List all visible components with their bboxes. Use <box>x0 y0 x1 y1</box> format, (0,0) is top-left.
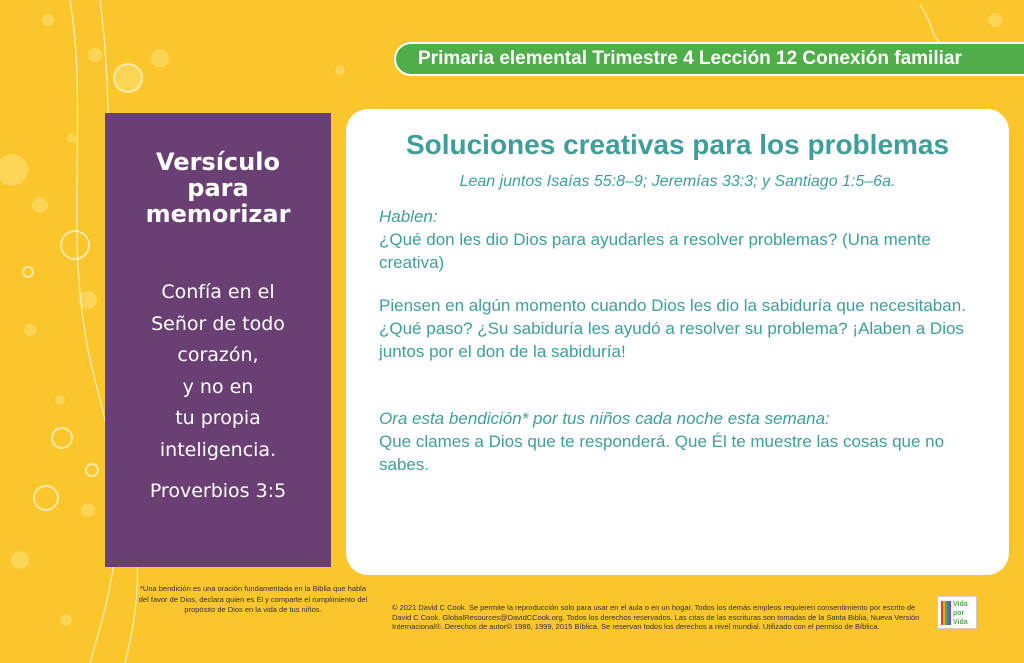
memory-verse-line: Confía en el <box>161 281 275 303</box>
banner-text: Primaria elemental Trimestre 4 Lección 12 Conexión familiar <box>418 48 962 69</box>
memory-verse-line: corazón, <box>177 344 259 366</box>
memory-verse-line: inteligencia. <box>159 438 277 461</box>
question-2: Piensen en algún momento cuando Dios les dio la sabiduría que necesitaban. ¿Qué paso? ¿Su sabiduría les ayudó a resolver su problema? ¡Alaben a Dios juntos por el don de la sabiduría! <box>379 296 966 361</box>
memory-verse-text <box>105 277 331 466</box>
logo-line: Vida <box>953 601 968 608</box>
copyright-notice: © 2021 David C Cook. Se permite la reproducción solo para usar en el aula o en un hogar. Todos los demás empleos requieren consentimiento por escrito de David C Cook. GlobalResources@DavidCCook.org. Todos los derechos reservados. Las citas de las escrituras son tomadas de la Santa Biblia, Nueva Versión Internacional®. Derechos de autor© 1986, 1999, 2015 Bíblica. Se reservan todos los derechos a nivel mundial. Utilizado con el permiso de Bíblica. <box>392 603 920 631</box>
memory-verse-title-line: para <box>187 174 249 202</box>
lesson-banner <box>394 42 1024 76</box>
logo-line: Vida <box>953 619 968 626</box>
logo-text <box>953 600 977 627</box>
card-body <box>379 205 989 476</box>
talk-label: Hablen: <box>379 207 438 226</box>
vida-por-vida-logo <box>937 596 977 629</box>
card-subtitle: Lean juntos Isaías 55:8–9; Jeremías 33:3; y Santiago 1:5–6a. <box>459 173 896 190</box>
memory-verse-line: tu propia <box>175 407 261 429</box>
card-title: Soluciones creativas para los problemas <box>405 129 950 160</box>
memory-verse-title-line: Versículo <box>156 148 280 176</box>
question-1: ¿Qué don les dio Dios para ayudarles a resolver problemas? (Una mente creativa) <box>379 230 931 272</box>
memory-verse-title-line: memorizar <box>145 200 291 228</box>
logo-line: por <box>953 610 965 617</box>
lesson-card <box>346 109 1009 575</box>
memory-verse-reference: Proverbios 3:5 <box>149 480 287 502</box>
memory-verse-title <box>105 149 331 227</box>
memory-verse-panel <box>105 113 331 567</box>
logo-stripes-icon <box>941 601 951 625</box>
memory-verse-line: y no en <box>182 375 254 398</box>
prayer-text: Que clames a Dios que te responderá. Que Él te muestre las cosas que no sabes. <box>379 432 945 474</box>
blessing-footnote: *Una bendición es una oración fundamentada en la Biblia que habla del favor de Dios, declara quien es Él y comparte el rumplimiento del propósito de Dios en la vida de tus niños. <box>138 584 368 614</box>
prayer-label: Ora esta bendición* por tus niños cada noche esta semana: <box>379 409 830 428</box>
memory-verse-line: Señor de todo <box>151 312 285 335</box>
